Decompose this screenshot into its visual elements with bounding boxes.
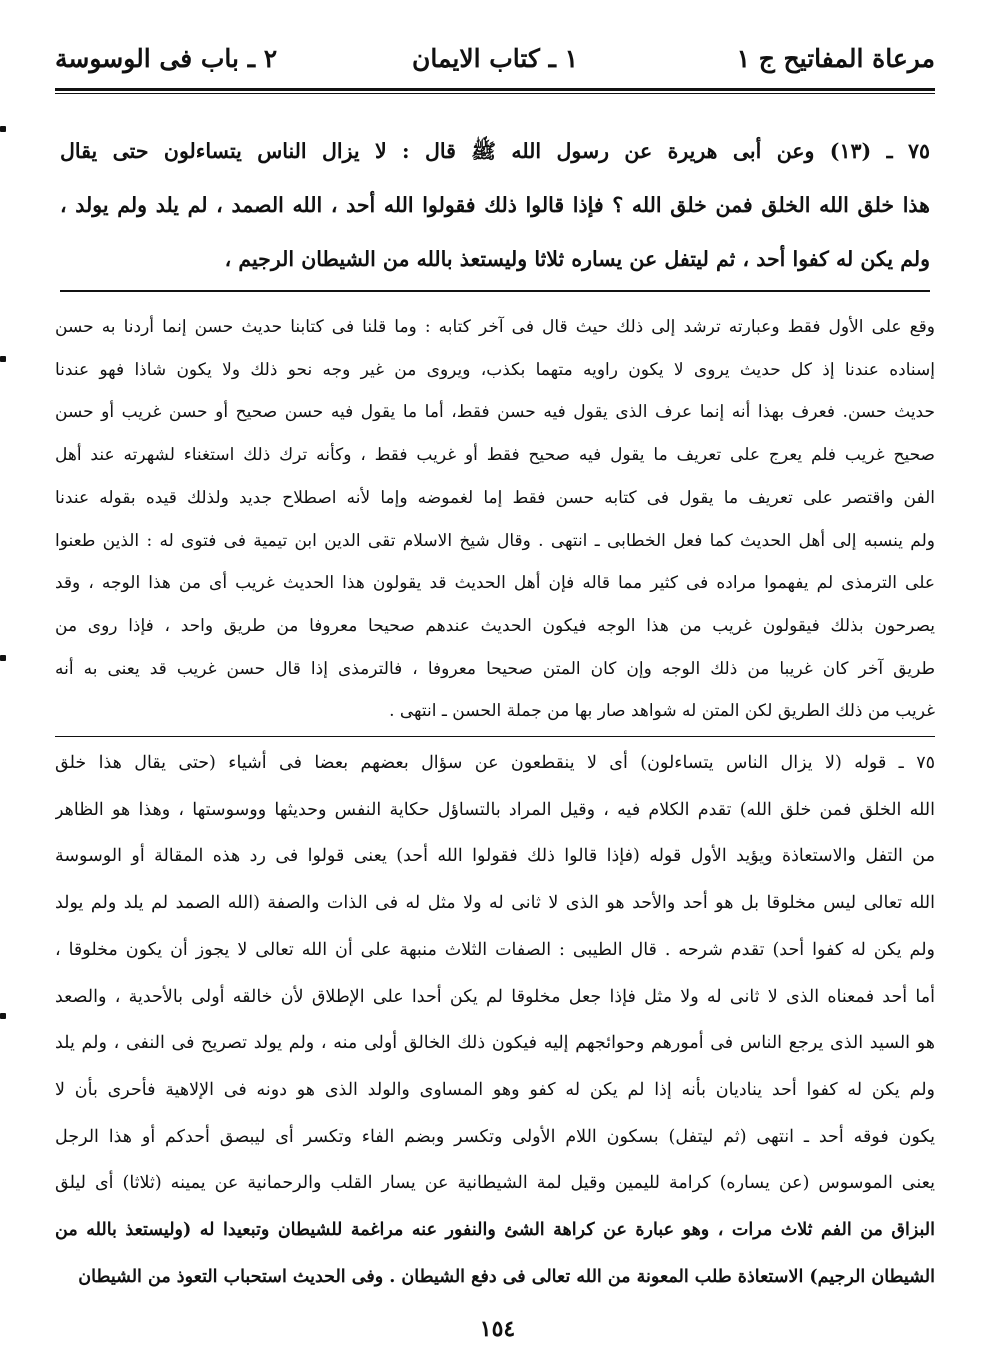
note-line: طريق آخر كان غريبا من ذلك الوجه وإن كان المتن صحيحا معروفا ، فالترمذى إذا قال حسن غريب قد يعنى به أنه (55, 658, 935, 679)
commentary-line: هو السيد الذى يرجع الناس فى أمورهم وحوائجهم إليه فيكون ذلك الخالق أولى منه ، ولم يولد تصريح فى النفى ، ولم يلد (55, 1033, 935, 1054)
section-divider-2 (55, 736, 935, 737)
commentary-line: البزاق من الفم ثلاث مرات ، وهو عبارة عن كراهة الشئ والنفور عنه مراغمة للشيطان وتبعيدا له (وليستعذ بالله من (55, 1220, 935, 1241)
commentary-line: ٧٥ ـ قوله (لا يزال الناس يتساءلون) أى لا ينقطعون عن سؤال بعضهم بعضا فى أشياء (حتى يقال هذا خلق (55, 753, 935, 773)
section-divider (60, 290, 930, 292)
commentary-line: أما أحد فمعناه الذى لا ثانى له ولا مثل فإذا جعل مخلوقا لم يكن أحدا على الإطلاق لأن خالقه أولى بالأحدية ، والصعد (55, 986, 935, 1007)
scan-margin-mark (0, 1013, 6, 1019)
hadith-line: ولم يكن له كفوا أحد ، ثم ليتفل عن يساره ثلاثا وليستعذ بالله من الشيطان الرجيم ، (224, 247, 930, 271)
note-line: يصرحون بذلك فيقولون غريب من هذا الوجه فيكون الحديث عندهم صحيحا معروفا من طريق واحد ، فإذا روى من (55, 615, 935, 636)
header-book-title: مرعاة المفاتيح ج ١ (736, 44, 935, 73)
scan-margin-mark (0, 356, 6, 362)
note-line: الفن واقتصر على تعريف ما يقول فى كتابه حسن فقط إما لغموضه وإما لأنه اصطلاح جديد ولذلك قيده بقوله عندنا (55, 487, 935, 508)
commentary-text (55, 740, 935, 1300)
hadith-line: هذا خلق الله الخلق فمن خلق الله ؟ فإذا قالوا ذلك فقولوا الله أحد ، الله الصمد ، لم يلد ولم يولد ، (60, 193, 930, 217)
scan-margin-mark (0, 655, 6, 661)
commentary-line: من التفل والاستعاذة ويؤيد الأول قوله (فإذا قالوا ذلك فقولوا الله أحد) يعنى قولوا فى رد هذه المقالة أو الوسوسة (55, 846, 935, 867)
note-line: ولم ينسبه إلى أهل الحديث كما فعل الخطابى ـ انتهى . وقال شيخ الاسلام تقى الدين ابن تيمية فى فتوى له : الذين طعنوا (55, 530, 935, 551)
commentary-line: ولم يكن له كفوا أحد ينادیان بأنه إذا لم يكن له كفو وهو المساوى والولد الذى هو دونه فى الإلاهية فأحرى بأن لا (55, 1079, 935, 1100)
note-line: صحيح غريب فلم يعرج على تعريف ما يقول فيه صحيح فقط أو غريب فقط ، وكأنه ترك ذلك استغناء لشهرته عند أهل (55, 445, 935, 466)
note-line: وقع على الأول فقط وعبارته ترشد إلى ذلك حيث قال فى آخر كتابه : وما قلنا فى كتابنا حديث حسن إنما أردنا به حسن (55, 317, 935, 337)
note-line: غريب من ذلك الطريق لكن المتن له شواهد صار بها من جملة الحسن ـ انتهى . (389, 701, 935, 722)
hadith-text (60, 124, 930, 286)
footnote-continuation (55, 306, 935, 733)
scan-margin-mark (0, 126, 6, 132)
commentary-line: يعنى الموسوس (عن يساره) كرامة لليمين وقيل لمة الشيطانية عن يسار القلب والرحمانية عن يمينه (ثلاثا) أى ليلق (55, 1173, 935, 1194)
commentary-line: الله تعالى ليس مخلوقا بل هو أحد والأحد هو الذى لا ثانى له ولا مثل له فى الذات والصفة (الله الصمد لم يلد ولم يولد (55, 893, 935, 914)
note-line: على الترمذى لم يفهموا مراده فى كثير مما قاله فإن أهل الحديث قد يقولون هذا الحديث غريب أى من هذا الوجه ، وقد (55, 573, 935, 594)
hadith-line: ٧٥ ـ (١٣) وعن أبى هريرة عن رسول الله ﷺ قال : لا يزال الناس يتساءلون حتى يقال (60, 139, 930, 163)
note-line: إسناده عندنا إذ كل حديث يروى لا يكون راويه متهما بكذب، ويروى من غير وجه نحو ذلك ولا يكون شاذا فهو عندنا (55, 359, 935, 380)
commentary-line: ولم يكن له كفوا أحد) تقدم شرحه . قال الطيبى : الصفات الثلاث منبهة على أن الله تعالى لا يجوز أن يكون مخلوقا ، (55, 939, 935, 960)
page-number: ١٥٤ (479, 1316, 516, 1342)
running-header (55, 38, 935, 88)
commentary-line: الشيطان الرجيم) الاستعاذة طلب المعونة من الله تعالى فى دفع الشيطان . وفى الحديث استحباب التعوذ من الشيطان (78, 1266, 935, 1287)
note-line: حديث حسن. فعرف بهذا أنه إنما عرف الذى يقول فيه حسن فقط، أما ما يقول فيه حسن صحيح أو حسن غريب أو حسن (55, 402, 935, 423)
commentary-line: الله الخلق فمن خلق الله) تقدم الكلام فيه ، وقيل المراد بالتساؤل حكاية النفس وحديثها ووسوستها ، وهذا هو الظاهر (55, 799, 935, 820)
header-rule-thick (55, 88, 935, 91)
header-rule-thin (55, 93, 935, 94)
commentary-line: يكون فوقه أحد ـ انتهى (ثم ليتفل) بسكون اللام الأولى وتكسر وبضم الفاء وتكسر أى ليبصق أحدكم أو هذا الرجل (55, 1126, 935, 1147)
header-section: ٢ ـ باب فى الوسوسة (55, 44, 278, 73)
header-chapter: ١ ـ كتاب الايمان (411, 44, 579, 73)
